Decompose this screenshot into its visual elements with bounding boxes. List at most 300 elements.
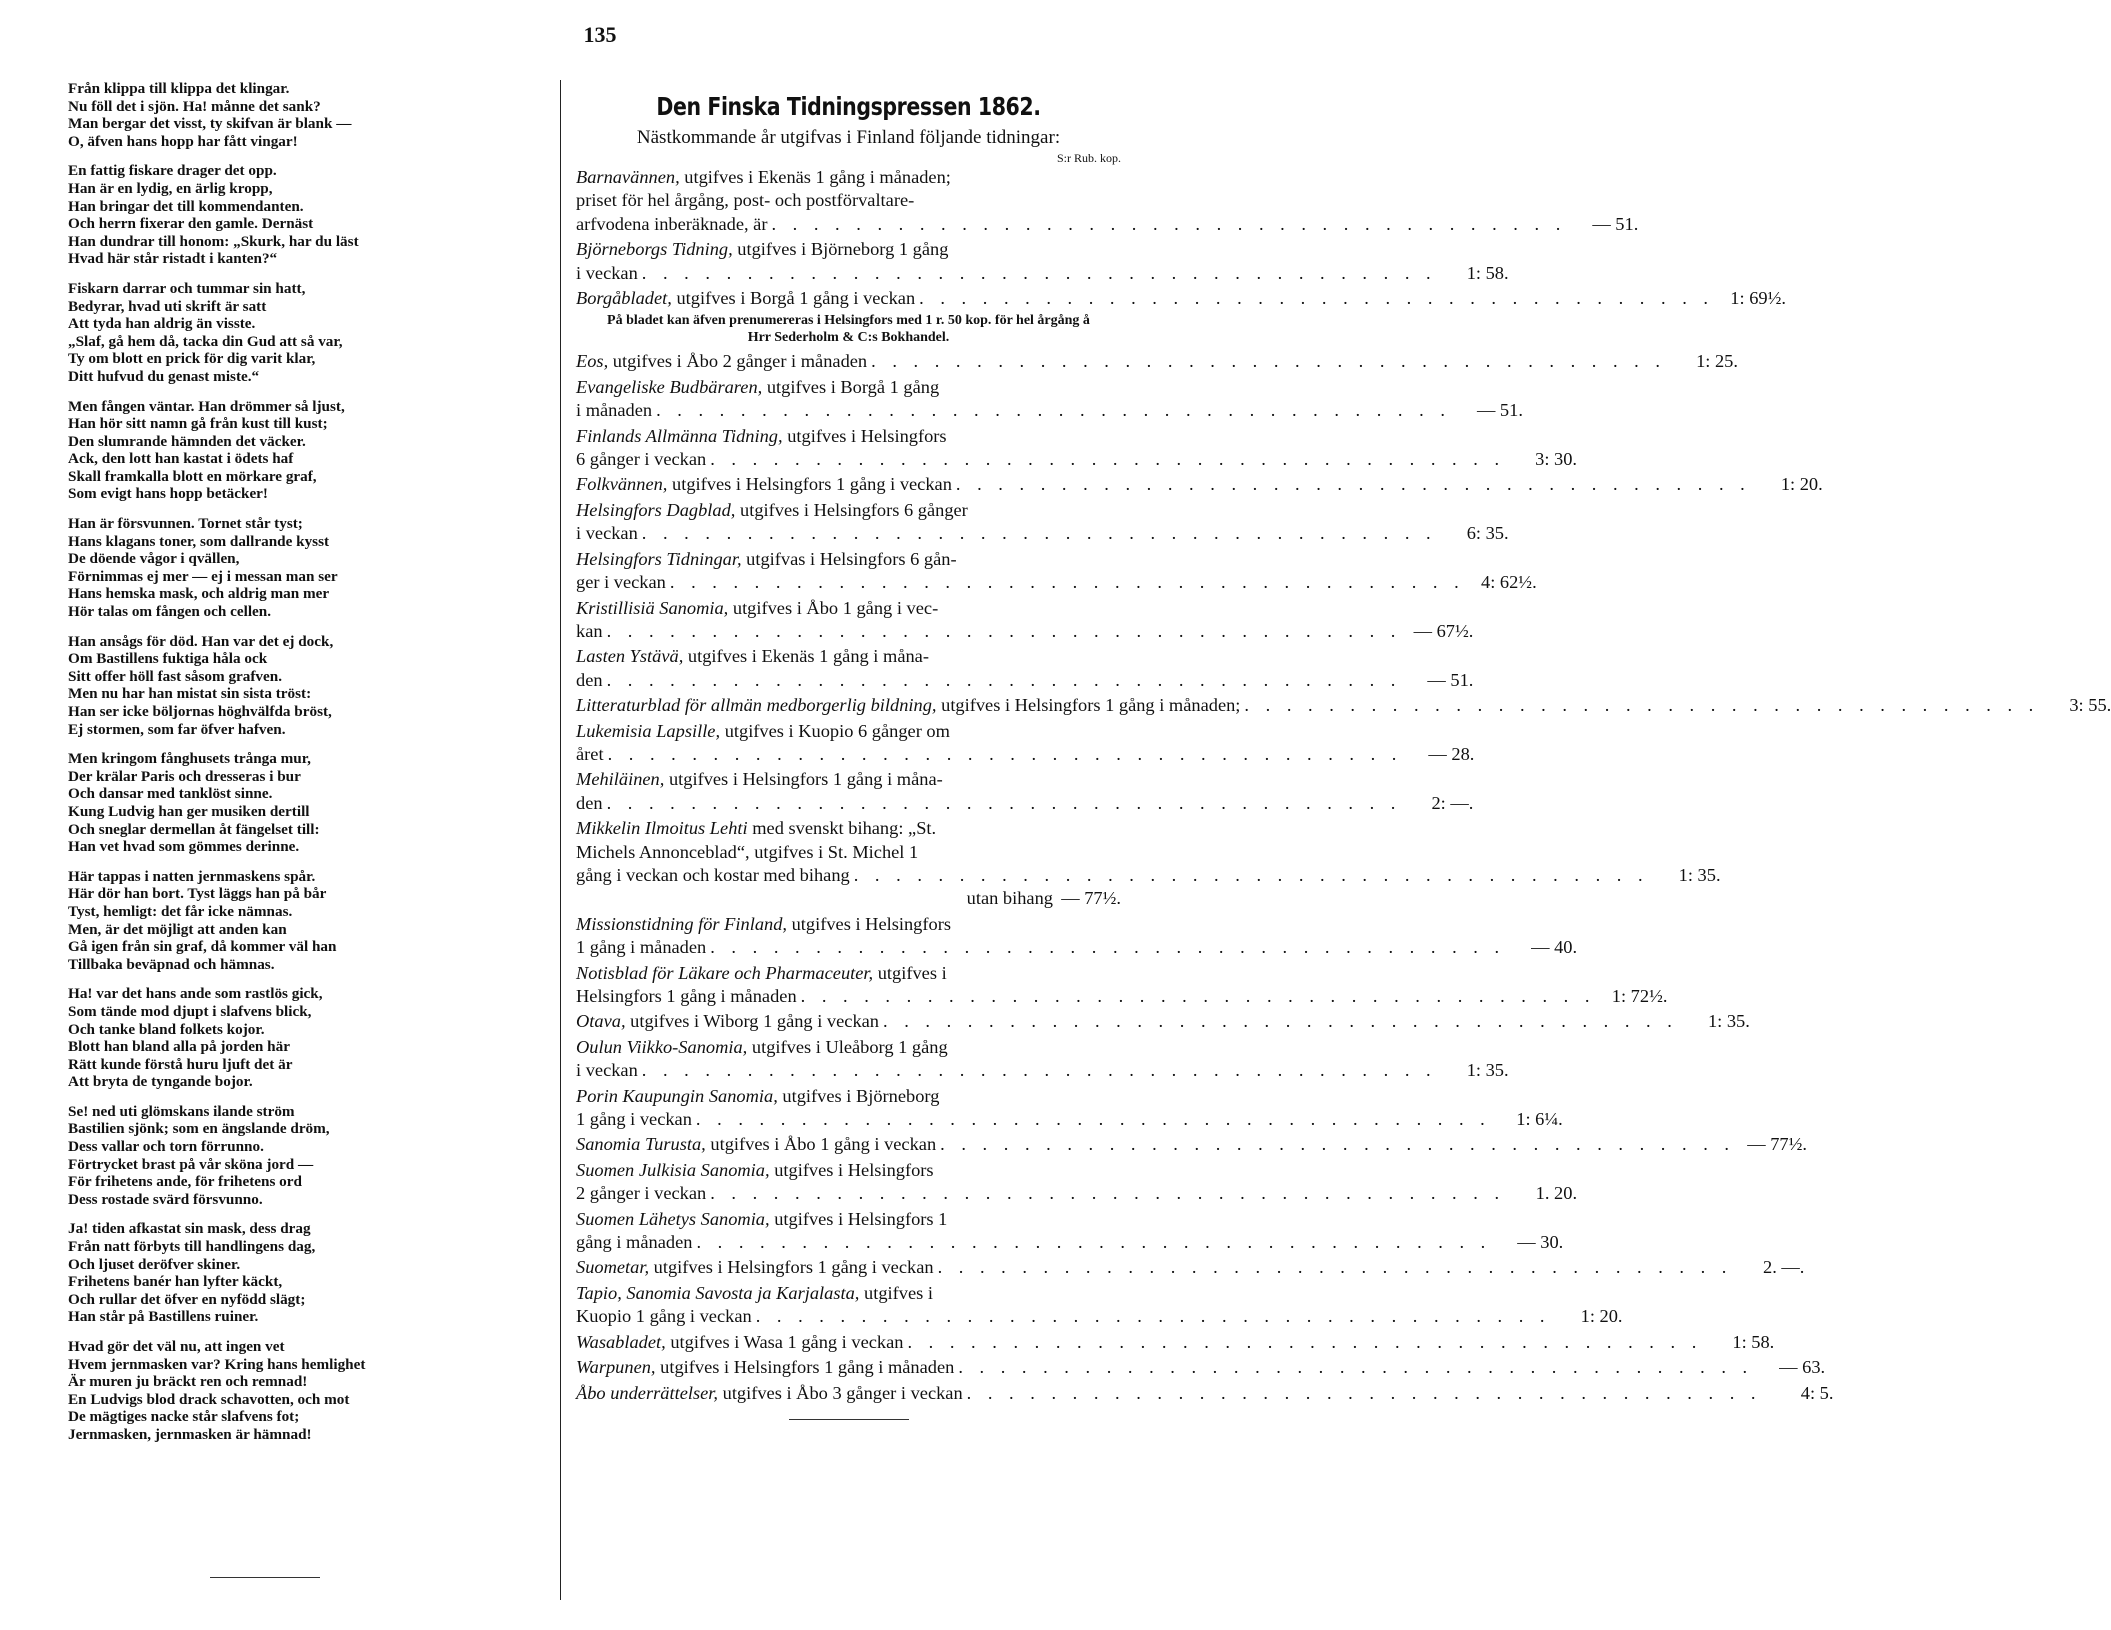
poem-line: Men kringom fånghusets trånga mur, [68, 750, 311, 768]
entry-price-row [576, 792, 1474, 815]
poem-line: Från natt förbyts till handlingens dag, [68, 1238, 316, 1256]
poem-stanza [68, 515, 538, 621]
newspaper-name: Notisblad för Läkare och Pharmaceuter, [576, 962, 874, 983]
entry-last-text: i veckan [576, 1060, 638, 1081]
newspaper-name: Finlands Allmänna Tidning, [576, 425, 783, 446]
newspaper-name: Mehiläinen, [576, 769, 665, 790]
poem-line: Bastilien sjönk; som en ängslande dröm, [68, 1120, 330, 1138]
newspaper-entry [576, 1356, 1826, 1379]
poem-line: Att bryta de tyngande bojor. [68, 1073, 253, 1091]
entry-text-wrap [576, 694, 1240, 717]
poem-line: Nu föll det i sjön. Ha! månne det sank? [68, 97, 321, 115]
press-column [576, 92, 2111, 1420]
entry-price: — 51. [1592, 213, 1639, 234]
newspaper-name: Sanomia Turusta, [576, 1134, 706, 1155]
poem-line: Som evigt hans hopp betäcker! [68, 485, 268, 503]
entry-text: utgifvas i Helsingfors 6 gån- [746, 548, 957, 569]
entry-text-wrap [576, 864, 850, 887]
entry-price-row [576, 1382, 1834, 1405]
entry-last-text: utgifves i Åbo 1 gång i veckan [710, 1134, 937, 1155]
entry-text-line [576, 841, 1121, 864]
newspaper-name: Helsingfors Tidningar, [576, 548, 742, 569]
poem-line: Han bringar det till kommendanten. [68, 197, 304, 215]
dot-leader: . . . . . . . . . . . . . . . . . . . . . . . . . . . . . . . . . . . . . . [919, 288, 1714, 309]
poem-line: Dess rostade svärd försvunno. [68, 1190, 263, 1208]
poem-stanza [68, 398, 538, 504]
entry-text: utgifves i Helsingfors 6 gånger [740, 499, 968, 520]
poem-stanza [68, 1338, 538, 1444]
newspaper-entry [576, 1208, 1564, 1255]
poem-line: De mägtiges nacke står slafvens fot; [68, 1408, 300, 1426]
poem-stanza [68, 1103, 538, 1209]
entry-price-row [576, 694, 2111, 717]
entry-last-text: utgifves i Helsingfors 1 gång i månaden [660, 1357, 955, 1378]
section-title: Den Finska Tidningspressen 1862. [656, 92, 1041, 121]
entry-text-wrap [576, 669, 603, 692]
poem-line: Ej stormen, som far öfver hafven. [68, 720, 286, 738]
section-end-rule [789, 1419, 909, 1420]
poem-line: Tillbaka beväpnad och hämnas. [68, 955, 275, 973]
entry-price: 1. 20. [1535, 1183, 1578, 1204]
entry-text-line [576, 189, 1121, 212]
newspaper-entry [576, 720, 1475, 767]
entry-text: med svenskt bihang: „St. [752, 818, 937, 839]
entry-price-row [576, 1331, 1775, 1354]
entry-text: utgifves i Kuopio 6 gånger om [724, 720, 950, 741]
dot-leader: . . . . . . . . . . . . . . . . . . . . . . . . . . . . . . . . . . . . . . [958, 1357, 1754, 1378]
entry-text: utgifves i Ekenäs 1 gång i månaden; [684, 167, 951, 187]
entry-price-row [576, 448, 1578, 471]
newspaper-name: Helsingfors Dagblad, [576, 499, 736, 520]
entry-price: 1: 20. [1780, 474, 1823, 495]
newspaper-name: Folkvännen, [576, 474, 668, 495]
newspaper-name: Otava, [576, 1011, 626, 1032]
entry-text-wrap [576, 262, 638, 285]
entry-price: 1: 58. [1732, 1331, 1775, 1352]
entry-text-wrap [576, 1231, 692, 1254]
dot-leader: . . . . . . . . . . . . . . . . . . . . . . . . . . . . . . . . . . . . . . [853, 864, 1649, 885]
entry-price-row [576, 620, 1474, 643]
entry-text-line [576, 425, 1121, 448]
poem-line: Han ser icke böljornas höghvälfda bröst, [68, 703, 332, 720]
entry-price: 1: 58. [1466, 262, 1509, 283]
poem-line: En Ludvigs blod drack schavotten, och mot [68, 1390, 350, 1408]
dot-leader: . . . . . . . . . . . . . . . . . . . . . . . . . . . . . . . . . . . . . . [771, 213, 1567, 234]
entry-price: 1: 35. [1678, 864, 1721, 885]
dot-leader: . . . . . . . . . . . . . . . . . . . . . . . . . . . . . . . . . . . . . . [696, 1232, 1492, 1253]
entry-text-line [576, 166, 1121, 189]
poem-line: En fattig fiskare drager det opp. [68, 162, 277, 180]
poem-line: Han ansågs för död. Han var det ej dock, [68, 632, 334, 650]
entry-price: 2. —. [1763, 1257, 1805, 1278]
entry-last-text: gång i månaden [576, 1232, 693, 1253]
newspaper-list [576, 166, 2111, 1405]
entry-text-line [576, 1208, 1121, 1231]
newspaper-entry [576, 962, 1668, 1009]
entry-price-row [576, 1182, 1578, 1205]
newspaper-entry [576, 694, 2111, 717]
entry-text-wrap [576, 473, 952, 496]
newspaper-entry [576, 913, 1578, 960]
entry-last-text: kan [576, 620, 603, 641]
dot-leader: . . . . . . . . . . . . . . . . . . . . . . . . . . . . . . . . . . . . . . [656, 400, 1451, 421]
newspaper-entry [576, 238, 1509, 285]
newspaper-name: Borgåbladet, [576, 288, 672, 309]
newspaper-entry [576, 473, 1823, 496]
newspaper-entry [576, 645, 1474, 692]
entry-text: utgifves i Helsingfors [774, 1159, 934, 1180]
entry-price-row [576, 399, 1523, 422]
entry-price-row [576, 262, 1509, 285]
entry-text: utgifves i Uleåborg 1 gång [751, 1036, 948, 1057]
entry-last-text: 1 gång i veckan [576, 1109, 692, 1130]
entry-price: 1: 69½. [1730, 288, 1786, 309]
entry-text-wrap [576, 936, 706, 959]
poem-stanza [68, 1220, 538, 1326]
poem-line: Kung Ludvig han ger musiken dertill [68, 802, 310, 820]
newspaper-name: Oulun Viikko-Sanomia, [576, 1036, 748, 1057]
page-number: 135 [583, 22, 617, 47]
entry-text-line [576, 548, 1121, 571]
newspaper-entry [576, 817, 1721, 911]
dot-leader: . . . . . . . . . . . . . . . . . . . . . . . . . . . . . . . . . . . . . . [800, 986, 1596, 1006]
entry-last-text: i veckan [576, 523, 638, 544]
entry-price-row [576, 473, 1823, 496]
entry-last-text: utgifves i Wiborg 1 gång i veckan [630, 1011, 880, 1032]
subscription-note: På bladet kan äfven prenumereras i Helsingfors med 1 r. 50 kop. för hel årgång å Hrr Sederholm & C:s Bokhandel. [607, 313, 1090, 346]
entry-text-wrap [576, 1010, 879, 1033]
poem-stanza [68, 80, 538, 150]
newspaper-name: Porin Kaupungin Sanomia, [576, 1085, 778, 1106]
poem-line: Han vet hvad som gömmes derinne. [68, 838, 300, 856]
entry-price: 1: 35. [1466, 1060, 1509, 1081]
entry-text-wrap [576, 1331, 903, 1354]
poem-end-rule [210, 1577, 320, 1578]
newspaper-entry [576, 376, 1523, 423]
poem-line: Från klippa till klippa det klingar. [68, 80, 290, 97]
newspaper-name: Lasten Ystävä, [576, 646, 684, 667]
poem-line: Hvem jernmasken var? Kring hans hemlighet [68, 1355, 366, 1373]
section-intro: Nästkommande år utgifvas i Finland följande tidningar: [636, 127, 1061, 148]
entry-text-wrap [576, 1182, 706, 1205]
dot-leader: . . . . . . . . . . . . . . . . . . . . . . . . . . . . . . . . . . . . . . [606, 792, 1402, 813]
entry-price-row [576, 1133, 1807, 1156]
entry-price-row [576, 936, 1578, 959]
dot-leader: . . . . . . . . . . . . . . . . . . . . . . . . . . . . . . . . . . . . . . [966, 1382, 1762, 1403]
poem-line: Skall framkalla blott en mörkare graf, [68, 467, 317, 485]
dot-leader: . . . . . . . . . . . . . . . . . . . . . . . . . . . . . . . . . . . . . . [669, 572, 1465, 593]
poem-column [68, 80, 538, 1456]
entry-text-line [576, 1159, 1121, 1182]
newspaper-name: Suomen Julkisia Sanomia, [576, 1159, 770, 1180]
newspaper-entry [576, 1036, 1509, 1083]
newspaper-entry [576, 768, 1474, 815]
poem-line: Och tanke bland folkets kojor. [68, 1020, 265, 1038]
entry-price: 1: 6¼. [1516, 1109, 1563, 1130]
poem-stanza [68, 162, 538, 268]
entry-price: — 67½. [1413, 620, 1474, 641]
newspaper-name: Suomen Lähetys Sanomia, [576, 1208, 770, 1229]
entry-text-line [576, 1036, 1121, 1059]
entry-price-row [576, 669, 1474, 692]
entry-price-row [576, 1010, 1750, 1033]
newspaper-entry [576, 1331, 1775, 1354]
newspaper-entry [576, 1382, 1834, 1405]
entry-text-wrap [576, 571, 666, 594]
entry-last-text: utgifves i Helsingfors 1 gång i månaden; [941, 695, 1241, 716]
entry-price: — 51. [1427, 669, 1474, 690]
entry-extra-price: — 77½. [1061, 888, 1121, 909]
poem-stanza [68, 280, 538, 386]
entry-last-text: utgifves i Wasa 1 gång i veckan [670, 1331, 904, 1352]
entry-text: utgifves i [877, 962, 947, 983]
entry-text-wrap [576, 1133, 936, 1156]
poem-line: Frihetens banér han lyfter käckt, [68, 1273, 283, 1291]
poem-stanza [68, 985, 538, 1091]
poem-line: Han hör sitt namn gå från kust till kust; [68, 415, 328, 433]
newspaper-entry [576, 1010, 1750, 1033]
dot-leader: . . . . . . . . . . . . . . . . . . . . . . . . . . . . . . . . . . . . . . [607, 743, 1403, 764]
entry-price-row [576, 350, 1738, 373]
poem-line: Hans hemska mask, och aldrig man mer [68, 585, 330, 603]
entry-text-wrap [576, 985, 797, 1008]
poem-line: Blott han bland alla på jorden här [68, 1038, 290, 1056]
entry-text-line [576, 1282, 1121, 1305]
newspaper-entry [576, 1133, 1807, 1156]
entry-text: utgifves i Björneborg [782, 1085, 940, 1106]
entry-price-row [576, 985, 1668, 1008]
entry-text-line [576, 817, 1121, 840]
poem-line: O, äfven hans hopp har fått vingar! [68, 132, 298, 150]
newspaper-entry [576, 499, 1509, 546]
dot-leader: . . . . . . . . . . . . . . . . . . . . . . . . . . . . . . . . . . . . . . [940, 1134, 1735, 1155]
entry-price: 1: 25. [1696, 351, 1738, 372]
newspaper-name: Tapio, Sanomia Savosta ja Karjalasta, [576, 1282, 860, 1303]
dot-leader: . . . . . . . . . . . . . . . . . . . . . . . . . . . . . . . . . . . . . . [710, 449, 1506, 470]
entry-text: Michels Annonceblad“, utgifves i St. Michel 1 [576, 841, 919, 862]
newspaper-name: Evangeliske Budbäraren, [576, 376, 763, 397]
newspaper-name: Barnavännen, [576, 167, 680, 187]
entry-text-wrap [576, 399, 652, 422]
dot-leader: . . . . . . . . . . . . . . . . . . . . . . . . . . . . . . . . . . . . . . [755, 1306, 1551, 1327]
entry-last-text: arfvodena inberäknade, är [576, 213, 768, 234]
column-divider [560, 80, 561, 1600]
dot-leader: . . . . . . . . . . . . . . . . . . . . . . . . . . . . . . . . . . . . . . [606, 620, 1402, 641]
entry-text-wrap [576, 350, 867, 373]
dot-leader: . . . . . . . . . . . . . . . . . . . . . . . . . . . . . . . . . . . . . . [641, 1060, 1437, 1081]
newspaper-entry [576, 1282, 1623, 1329]
poem-line: Och ljuset deröfver skiner. [68, 1255, 241, 1273]
poem-line: Tyst, hemligt: det får icke nämnas. [68, 902, 293, 920]
newspaper-entry [576, 287, 1786, 310]
entry-text: utgifves i Helsingfors 1 [774, 1208, 948, 1229]
poem-line: Den slumrande hämnden det väcker. [68, 432, 306, 450]
dot-leader: . . . . . . . . . . . . . . . . . . . . . . . . . . . . . . . . . . . . . . [695, 1109, 1491, 1130]
dot-leader: . . . . . . . . . . . . . . . . . . . . . . . . . . . . . . . . . . . . . . [955, 474, 1751, 495]
entry-text-wrap [576, 743, 604, 766]
entry-price-row [576, 213, 1639, 236]
entry-text-wrap [576, 1059, 638, 1082]
poem-line: Här tappas i natten jernmaskens spår. [68, 867, 316, 885]
entry-text: utgifves i [864, 1282, 933, 1303]
poem-line: Gå igen från sin graf, då kommer väl han [68, 938, 337, 956]
newspaper-name: Björneborgs Tidning, [576, 239, 733, 260]
poem-line: Ty om blott en prick för dig varit klar, [68, 350, 316, 368]
entry-price-row [576, 571, 1537, 594]
newspaper-name: Missionstidning för Finland, [576, 913, 787, 934]
entry-text-wrap [576, 213, 767, 236]
entry-last-text: den [576, 792, 603, 813]
entry-price-row [576, 1356, 1826, 1379]
newspaper-name: Mikkelin Ilmoitus Lehti [576, 818, 748, 839]
entry-text: utgifves i Helsingfors [791, 913, 951, 934]
entry-price: — 40. [1531, 937, 1578, 958]
poem-line: Man bergar det visst, ty skifvan är blank — [68, 115, 352, 133]
poem-line: Hvad här står ristadt i kanten?“ [68, 250, 278, 268]
newspaper-name: Warpunen, [576, 1357, 656, 1378]
newspaper-name: Kristillisiä Sanomia, [576, 597, 729, 618]
newspaper-entry [576, 350, 1738, 373]
entry-text-line [576, 645, 1121, 668]
entry-last-text: 1 gång i månaden [576, 937, 707, 958]
entry-text-wrap [576, 1356, 954, 1379]
newspaper-entry [576, 548, 1537, 595]
poem-line: Bedyrar, hvad uti skrift är satt [68, 297, 267, 315]
poem-stanza [68, 633, 538, 739]
newspaper-entry [576, 166, 1639, 236]
entry-price-row [576, 1256, 1805, 1279]
entry-last-text: utgifves i Borgå 1 gång i veckan [676, 288, 916, 309]
poem-stanza [68, 750, 538, 856]
poem-line: Ditt hufvud du genast miste.“ [68, 367, 260, 385]
poem-line: Han dundrar till honom: „Skurk, har du läst [68, 232, 359, 250]
newspaper-entry [576, 1159, 1578, 1206]
newspaper-entry [576, 425, 1578, 472]
poem-line: Rätt kunde förstå huru ljuft det är [68, 1055, 293, 1073]
entry-last-text: i veckan [576, 262, 638, 283]
entry-text-wrap [576, 1256, 934, 1279]
entry-text-line [576, 913, 1121, 936]
poem-line: Men fången väntar. Han drömmer så ljust, [68, 397, 345, 415]
poem-line: Se! ned uti glömskans ilande ström [68, 1102, 295, 1120]
dot-leader: . . . . . . . . . . . . . . . . . . . . . . . . . . . . . . . . . . . . . . [937, 1257, 1733, 1278]
entry-last-text: 6 gånger i veckan [576, 449, 707, 470]
entry-last-text: utgifves i Åbo 2 gånger i månaden [612, 351, 868, 372]
poem-line: Hör talas om fången och cellen. [68, 603, 272, 621]
newspaper-entry [576, 1085, 1563, 1132]
entry-last-text: gång i veckan och kostar med bihang [576, 864, 850, 885]
entry-text-line [576, 376, 1121, 399]
poem-line: Och rullar det öfver en nyfödd slägt; [68, 1290, 306, 1308]
poem-line: Som tände mod djupt i slafvens blick, [68, 1002, 312, 1020]
entry-price: 3: 55. [2069, 695, 2111, 716]
poem-line: Fiskarn darrar och tummar sin hatt, [68, 279, 306, 297]
dot-leader: . . . . . . . . . . . . . . . . . . . . . . . . . . . . . . . . . . . . . . [641, 523, 1437, 544]
entry-price: — 77½. [1747, 1134, 1807, 1155]
entry-text: utgifves i Björneborg 1 gång [737, 239, 949, 260]
poem-line: Ja! tiden afkastat sin mask, dess drag [68, 1220, 311, 1238]
entry-text-wrap [576, 1382, 963, 1405]
newspaper-name: Lukemisia Lapsille, [576, 720, 721, 741]
entry-price-row [576, 1108, 1563, 1131]
entry-text-wrap [576, 448, 706, 471]
poem-line: „Slaf, gå hem då, tacka din Gud att så var, [68, 332, 343, 350]
poem-line: Och dansar med tanklöst sinne. [68, 785, 273, 803]
poem-line: Förtrycket brast på vår sköna jord — [68, 1155, 314, 1173]
entry-text-wrap [576, 287, 915, 310]
entry-text: utgifves i Borgå 1 gång [766, 376, 940, 397]
entry-text-wrap [576, 1108, 692, 1131]
poem-line: Och sneglar dermellan åt fängelset till: [68, 820, 320, 838]
entry-text: utgifves i Helsingfors [787, 425, 947, 446]
entry-text: utgifves i Ekenäs 1 gång i måna- [687, 646, 929, 667]
poem-line: Men, är det möjligt att anden kan [68, 920, 287, 938]
entry-price: 3: 30. [1535, 449, 1578, 470]
entry-text-wrap [576, 620, 603, 643]
dot-leader: . . . . . . . . . . . . . . . . . . . . . . . . . . . . . . . . . . . . . . [883, 1011, 1678, 1032]
entry-price: 4: 62½. [1481, 572, 1537, 593]
entry-text-line [576, 499, 1121, 522]
entry-price: — 30. [1517, 1232, 1564, 1253]
entry-price: 4: 5. [1800, 1382, 1834, 1403]
entry-last-text: utgifves i Åbo 3 gånger i veckan [722, 1382, 963, 1403]
entry-last-text: Kuopio 1 gång i veckan [576, 1306, 752, 1327]
entry-last-text: utgifves i Helsingfors 1 gång i veckan [653, 1257, 934, 1278]
dot-leader: . . . . . . . . . . . . . . . . . . . . . . . . . . . . . . . . . . . . . . [641, 262, 1437, 283]
entry-price-row [576, 1305, 1623, 1328]
poem-line: Att tyda han aldrig än visste. [68, 315, 256, 333]
newspaper-name: Eos, [576, 351, 609, 372]
entry-last-text: i månaden [576, 400, 653, 421]
poem-line: För frihetens ande, för frihetens ord [68, 1173, 302, 1191]
entry-last-text: ger i veckan [576, 572, 666, 593]
newspaper-name: Wasabladet, [576, 1331, 666, 1352]
poem-line: Och herrn fixerar den gamle. Dernäst [68, 215, 314, 233]
entry-price: 2: —. [1431, 792, 1474, 813]
poem-line: Hvad gör det väl nu, att ingen vet [68, 1338, 285, 1355]
entry-text-wrap [576, 522, 638, 545]
entry-price-row [576, 743, 1475, 766]
entry-last-text: 2 gånger i veckan [576, 1183, 707, 1204]
entry-price-row [576, 1059, 1509, 1082]
entry-text: priset för hel årgång, post- och postförvaltare- [576, 190, 915, 211]
entry-last-text: året [576, 743, 604, 764]
newspaper-name: Suometar, [576, 1257, 650, 1278]
poem-line: Hans klagans toner, som dallrande kysst [68, 532, 330, 550]
poem-line: Förnimmas ej mer — ej i messan man ser [68, 567, 338, 585]
entry-last-text: den [576, 669, 603, 690]
poem-line: Här dör han bort. Tyst läggs han på bår [68, 885, 327, 903]
currency-header: S:r Rub. kop. [1056, 151, 1121, 165]
entry-text-wrap [576, 792, 603, 815]
entry-price: 1: 72½. [1611, 986, 1668, 1006]
entry-last-text: utgifves i Helsingfors 1 gång i veckan [672, 474, 952, 495]
poem-line: Ha! var det hans ande som rastlös gick, [68, 985, 323, 1003]
entry-extra-label: utan bihang [966, 888, 1053, 909]
poem-line: Men nu har han mistat sin sista tröst: [68, 685, 312, 703]
entry-text-wrap [576, 1305, 752, 1328]
entry-last-text: Helsingfors 1 gång i månaden [576, 986, 797, 1006]
poem-line: Jernmasken, jernmasken är hämnad! [68, 1425, 312, 1443]
entry-price: — 28. [1428, 743, 1475, 764]
poem-line: Sitt offer höll fast såsom grafven. [68, 667, 283, 685]
entry-price-row [576, 864, 1721, 887]
poem-line: Han står på Bastillens ruiner. [68, 1308, 259, 1326]
dot-leader: . . . . . . . . . . . . . . . . . . . . . . . . . . . . . . . . . . . . . . [1244, 695, 2040, 716]
poem-line: Han är försvunnen. Tornet står tyst; [68, 515, 303, 533]
entry-text: utgifves i Helsingfors 1 gång i måna- [668, 769, 943, 790]
newspaper-entry [576, 1256, 1805, 1279]
